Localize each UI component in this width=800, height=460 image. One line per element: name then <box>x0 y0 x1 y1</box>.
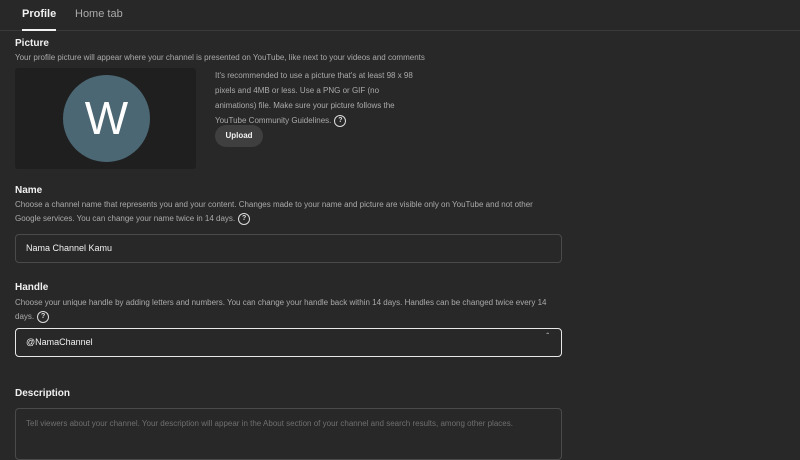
handle-description-text: Choose your unique handle by adding letters and numbers. You can change your handle back within 14 days. Handles can be changed twice every 14 days. <box>15 298 547 321</box>
handle-input[interactable] <box>15 328 562 357</box>
channel-name-value: Nama Channel Kamu <box>26 243 113 253</box>
help-circle-icon[interactable]: ? <box>334 115 346 127</box>
help-circle-icon[interactable]: ? <box>37 311 49 323</box>
text-cursor-icon: ˆ <box>546 332 549 341</box>
picture-title: Picture <box>15 38 49 49</box>
help-circle-icon[interactable]: ? <box>238 213 250 225</box>
tab-home-label: Home tab <box>75 8 123 20</box>
picture-description: Your profile picture will appear where your channel is presented on YouTube, like next to your videos and comments <box>15 53 425 62</box>
handle-value: @NamaChannel <box>26 337 93 347</box>
tab-profile[interactable] <box>22 0 56 30</box>
picture-requirements <box>215 68 415 128</box>
upload-button[interactable]: Upload <box>215 125 263 147</box>
tab-bar <box>0 0 800 31</box>
name-description-text: Choose a channel name that represents you and your content. Changes made to your name and picture are visible only on YouTube and not other Google services. You can change your name twice in 14 days. <box>15 200 533 223</box>
description-title: Description <box>15 388 71 399</box>
handle-description <box>15 296 565 324</box>
name-title: Name <box>15 185 43 196</box>
avatar-preview <box>15 68 196 169</box>
tab-home[interactable] <box>75 0 123 30</box>
avatar: W <box>63 75 150 162</box>
name-description <box>15 198 560 226</box>
tab-profile-label: Profile <box>22 8 57 20</box>
active-tab-indicator <box>22 29 56 31</box>
description-textarea[interactable] <box>15 408 562 460</box>
picture-requirements-text: It's recommended to use a picture that's at least 98 x 98 pixels and 4MB or less. Use a PNG or GIF (no animations) file. Make sure your picture follows the YouTube Community Guidelines. <box>215 71 413 125</box>
channel-name-input[interactable] <box>15 234 562 263</box>
description-placeholder: Tell viewers about your channel. Your description will appear in the About section of your channel and search results, among other places. <box>26 419 513 428</box>
handle-title: Handle <box>15 282 49 293</box>
